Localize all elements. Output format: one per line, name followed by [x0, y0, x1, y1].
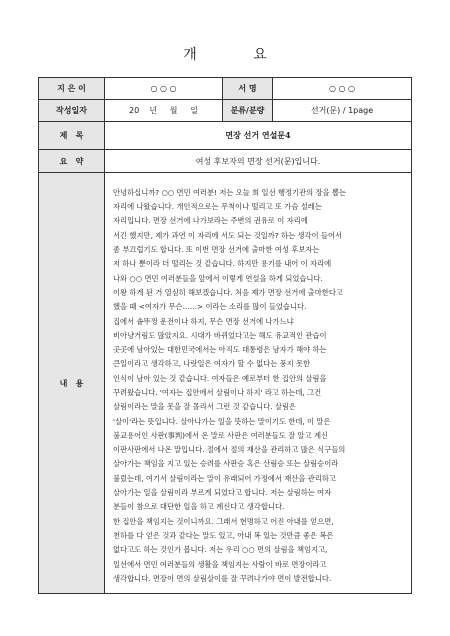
content-text — [105, 180, 411, 586]
author-label: 지 은 이 — [39, 78, 105, 100]
content-line: 인식이 남아 있는 것 같습니다. 여자들은 예로부터 한 집안의 살림을 — [113, 373, 327, 383]
subject-value: 면장 선거 연설문4 — [105, 122, 412, 150]
content-line: 살림이라는 말을 못을 잘 몰라서 그런 것 같습니다. 살림은 — [113, 402, 296, 412]
content-line: 서긴 했지만, 제가 과연 이 자리에 서도 되는 것일까? 하는 생각이 들어서 — [113, 230, 343, 240]
content-line: 자리에 나왔습니다. 개인적으로는 무척이나 떨리고 또 가슴 설레는 — [113, 202, 322, 212]
subject-row — [39, 122, 412, 150]
subject-label: 제 목 — [39, 122, 105, 150]
summary-label: 요 약 — [39, 150, 105, 173]
content-line: 생각합니다. 면장이 면의 살림살이를 잘 꾸려나가야 면이 발전합니다. — [113, 573, 332, 583]
content-line: 한 집안을 책임지는 것이니까요. 그래서 현명하고 어진 아내를 얻으면, — [113, 516, 334, 526]
date-value: 20 년 월 일 — [105, 100, 223, 122]
content-line: 일선에서 면민 여러분들의 생활을 책임지는 사람이 바로 면장이라고 — [113, 559, 327, 569]
content-line: 불교용어인 사판(事判)에서 온 말로 사판은 여러분들도 잘 알고 계신 — [113, 430, 329, 440]
content-line: 곳곳에 남아있는 대한민국에서는 아직도 대통령은 남자가 해야 하는 — [113, 345, 327, 355]
content-line: 자리입니다. 면장 선거에 나가보라는 주변의 권유로 이 자리에 — [113, 216, 308, 226]
content-line: 했을 때 <여자가 무슨……> 이라는 소리를 많이 들었습니다. — [113, 302, 307, 312]
content-line: 없다고도 하는 것인가 봅니다. 저는 우리 ○○ 면의 살림을 책임지고, — [113, 545, 328, 555]
content-line: 안녕하십니까? ○○ 면민 여러분! 저는 오늘 희 일선 행정기관의 장을 뽑는 — [113, 187, 347, 197]
content-line: 저 하나 뿐이라 더 떨리는 것 같습니다. 하지만 용기를 내어 이 자리에 — [113, 259, 332, 269]
author-row — [39, 78, 412, 100]
content-line: 천하를 다 얻은 것과 같다는 말도 있고, 아내 복 있는 것만큼 좋은 복은 — [113, 530, 334, 540]
document-form — [38, 77, 412, 594]
page-title: 개 요 — [183, 47, 293, 63]
category-value: 선거(문) / 1page — [273, 100, 412, 122]
content-label: 내 용 — [39, 173, 105, 594]
content-line: 불렀는데, 여기서 살림이라는 말이 유래되어 가정에서 재산을 관리하고 — [113, 473, 336, 483]
date-row — [39, 100, 412, 122]
summary-row — [39, 150, 412, 173]
signature-label: 서 명 — [223, 78, 273, 100]
content-line: 비아냥거림도 많았지요. 시대가 바뀌었다고는 해도 유교적인 관습이 — [113, 330, 327, 340]
signature-value: ○ ○ ○ — [273, 78, 412, 100]
content-line: 이왕 하게 된 거 열심히 해보겠습니다. 처음 제가 면장 선거에 출마한다고 — [113, 287, 343, 297]
content-line: '살이'라는 뜻입니다. 살아나가는 일을 뜻하는 말이기도 한데, 이 말은 — [113, 416, 331, 426]
category-label: 분류/분량 — [223, 100, 273, 122]
content-line: 집에서 솥뚜껑 운전이나 하지, 무슨 면장 선거에 나가느냐 — [113, 316, 294, 326]
content-body — [105, 173, 412, 594]
content-line: 꾸려왔습니다. '여자는 집안에서 살림이나 하지' 라고 하는데, 그건 — [113, 388, 322, 397]
summary-value: 여성 후보자의 면장 선거(문)입니다. — [105, 150, 412, 173]
content-row — [39, 173, 412, 594]
content-line: 살아가는 일을 살림이라 부르게 되었다고 합니다. 저는 살림하는 여자 — [113, 488, 332, 498]
content-line: 나와 ○○ 면민 여러분들을 앞에서 이렇게 연설을 하게 되었습니다. — [113, 273, 323, 283]
author-value: ○ ○ ○ — [105, 78, 223, 100]
content-line: 큰일이라고 생각하고, 나랏일은 여자가 할 수 없다는 풍지 못한 — [113, 359, 311, 369]
content-line: 좀 부끄럽기도 합니다. 또 이번 면장 선거에 출마한 여성 후보자는 — [113, 245, 320, 255]
content-line: 이판사판에서 나온 말입니다. 절에서 절의 재산을 관리하고 많은 식구들의 — [113, 445, 346, 455]
content-line: 분들이 참으로 대단한 일을 하고 계신다고 생각합니다. — [113, 502, 285, 512]
date-label: 작성일자 — [39, 100, 105, 122]
content-line: 살아가는 책임을 지고 있는 승려를 사판승 혹은 산림승 또는 살림승이라 — [113, 459, 339, 469]
